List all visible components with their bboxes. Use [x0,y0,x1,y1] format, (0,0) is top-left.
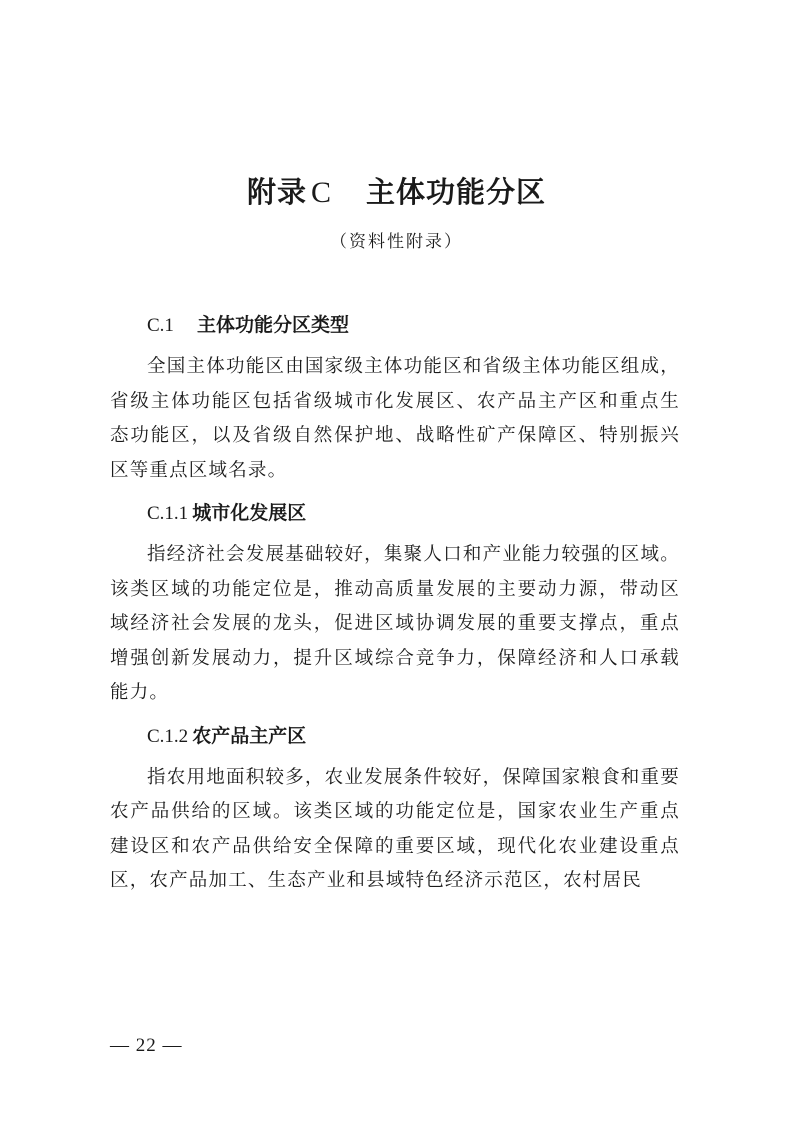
section-title: 城市化发展区 [192,502,307,524]
title-code: C [310,176,332,209]
section-title: 农产品主产区 [192,724,307,747]
section-paragraph: 指经济社会发展基础较好，集聚人口和产业能力较强的区域。该类区域的功能定位是，推动高质量发展的主要动力源，带动区域经济社会发展的龙头，促进区域协调发展的重要支撑点，重点增强创新发展动力，提升区域综合竞争力，保障经济和人口承载能力。 [110,544,680,703]
page-title [0,170,793,211]
section-number: C.1.2 [147,725,189,747]
page-number: — 22 — [110,1035,183,1056]
page-subtitle: （资料性附录） [330,232,463,252]
section-title: 主体功能分区类型 [196,314,349,336]
section-heading [110,311,680,340]
section-heading [110,499,680,528]
title-main: 主体功能分区 [366,175,547,209]
section-paragraph: 全国主体功能区由国家级主体功能区和省级主体功能区组成，省级主体功能区包括省级城市化发展区、农产品主产区和重点生态功能区，以及省级自然保护地、战略性矿产保障区、特别振兴区等重点区域名录。 [110,356,680,481]
section-heading [110,722,680,751]
section-number: C.1.1 [147,503,189,524]
section-number: C.1 [147,315,174,336]
section-paragraph: 指农用地面积较多，农业发展条件较好，保障国家粮食和重要农产品供给的区域。该类区域的功能定位是，国家农业生产重点建设区和农产品供给安全保障的重要区域，现代化农业建设重点区，农产品加工、生态产业和县域特色经济示范区，农村居民 [110,766,680,891]
document-body [110,298,680,905]
title-prefix: 附录 [246,175,307,209]
